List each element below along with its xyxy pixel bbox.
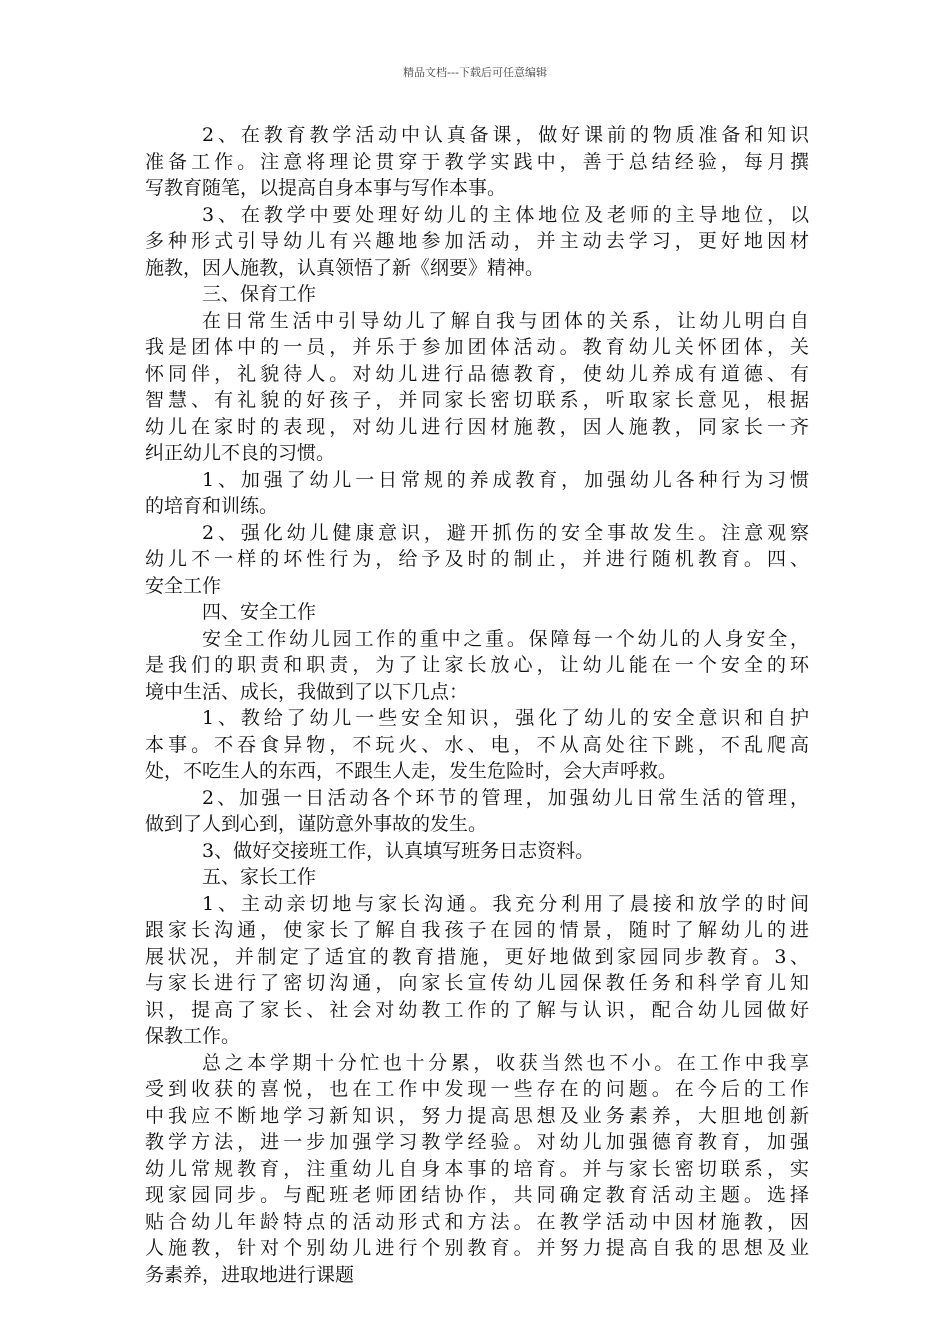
text-line: 3、做好交接班工作，认真填写班务日志资料。 xyxy=(202,839,595,862)
text-line: 中我应不断地学习新知识，努力提高思想及业务素养，大胆地创新 xyxy=(145,1104,809,1127)
text-line: 我是团体中的一员，并乐于参加团体活动。教育幼儿关怀团体，关 xyxy=(145,336,809,358)
text-line: 准备工作。注意将理论贯穿于教学实践中，善于总结经验，每月撰 xyxy=(145,150,809,173)
text-line: 幼儿在家时的表现，对幼儿进行因材施教，因人施教，同家长一齐 xyxy=(145,415,809,438)
text-line: 安全工作 xyxy=(145,574,222,597)
text-line: 保教工作。 xyxy=(145,1025,241,1047)
text-line: 幼儿常规教育，注重幼儿自身本事的培育。并与家长密切联系，实 xyxy=(145,1157,809,1180)
text-line: 务素养，进取地进行课题 xyxy=(145,1263,355,1286)
text-line: 是我们的职责和职责，为了让家长放心，让幼儿能在一个安全的环 xyxy=(145,654,809,676)
text-line: 与家长进行了密切沟通，向家长宣传幼儿园保教任务和科学育儿知 xyxy=(145,972,809,994)
text-line: 本事。不吞食异物，不玩火、水、电，不从高处往下跳，不乱爬高 xyxy=(145,733,809,756)
text-line: 施教，因人施教，认真领悟了新《纲要》精神。 xyxy=(145,256,545,279)
text-line: 三、保育工作 xyxy=(202,283,317,305)
text-line: 2、强化幼儿健康意识，避开抓伤的安全事故发生。注意观察 xyxy=(202,521,809,544)
text-line: 安全工作幼儿园工作的重中之重。保障每一个幼儿的人身安全， xyxy=(202,627,809,650)
page-header: 精品文档---下载后可任意编辑 xyxy=(403,66,547,79)
text-line: 智慧、有礼貌的好孩子，并同家长密切联系，听取家长意见，根据 xyxy=(145,389,809,411)
text-line: 展状况，并制定了适宜的教育措施，更好地做到家园同步教育。3、 xyxy=(145,945,809,968)
text-line: 人施教，针对个别幼儿进行个别教育。并努力提高自我的思想及业 xyxy=(145,1237,809,1259)
text-line: 跟家长沟通，使家长了解自我孩子在园的情景，随时了解幼儿的进 xyxy=(145,919,809,941)
text-line: 怀同伴，礼貌待人。对幼儿进行品德教育，使幼儿养成有道德、有 xyxy=(145,362,809,385)
text-line: 2、在教育教学活动中认真备课，做好课前的物质准备和知识 xyxy=(202,124,809,146)
text-line: 教学方法，进一步加强学习教学经验。对幼儿加强德育教育，加强 xyxy=(145,1131,809,1153)
text-line: 的培育和训练。 xyxy=(145,495,279,517)
text-line: 做到了人到心到，谨防意外事故的发生。 xyxy=(145,813,488,835)
text-line: 处，不吃生人的东西，不跟生人走，发生危险时，会大声呼救。 xyxy=(145,760,678,782)
text-line: 1、主动亲切地与家长沟通。我充分利用了晨接和放学的时间 xyxy=(202,892,809,915)
text-line: 1、加强了幼儿一日常规的养成教育，加强幼儿各种行为习惯 xyxy=(202,468,809,491)
text-line: 贴合幼儿年龄特点的活动形式和方法。在教学活动中因材施教，因 xyxy=(145,1210,809,1233)
text-line: 多种形式引导幼儿有兴趣地参加活动，并主动去学习，更好地因材 xyxy=(145,230,809,252)
text-line: 受到收获的喜悦，也在工作中发现一些存在的问题。在今后的工作 xyxy=(145,1078,809,1100)
text-line: 2、加强一日活动各个环节的管理，加强幼儿日常生活的管理， xyxy=(202,786,809,809)
text-line: 纠正幼儿不良的习惯。 xyxy=(145,442,336,464)
text-line: 五、家长工作 xyxy=(202,866,317,888)
text-line: 境中生活、成长，我做到了以下几点： xyxy=(145,680,469,703)
text-line: 总之本学期十分忙也十分累，收获当然也不小。在工作中我享 xyxy=(202,1051,809,1074)
text-line: 写教育随笔，以提高自身本事与写作本事。 xyxy=(145,177,507,199)
document-body xyxy=(145,122,809,1288)
text-line: 幼儿不一样的坏性行为，给予及时的制止，并进行随机教育。四、 xyxy=(145,548,809,570)
text-line: 四、安全工作 xyxy=(202,601,317,623)
text-line: 在日常生活中引导幼儿了解自我与团体的关系，让幼儿明白自 xyxy=(202,309,809,332)
text-line: 现家园同步。与配班老师团结协作，共同确定教育活动主题。选择 xyxy=(145,1184,809,1206)
text-line: 3、在教学中要处理好幼儿的主体地位及老师的主导地位，以 xyxy=(202,203,809,226)
text-line: 1、教给了幼儿一些安全知识，强化了幼儿的安全意识和自护 xyxy=(202,707,809,729)
text-line: 识，提高了家长、社会对幼教工作的了解与认识，配合幼儿园做好 xyxy=(145,998,809,1021)
